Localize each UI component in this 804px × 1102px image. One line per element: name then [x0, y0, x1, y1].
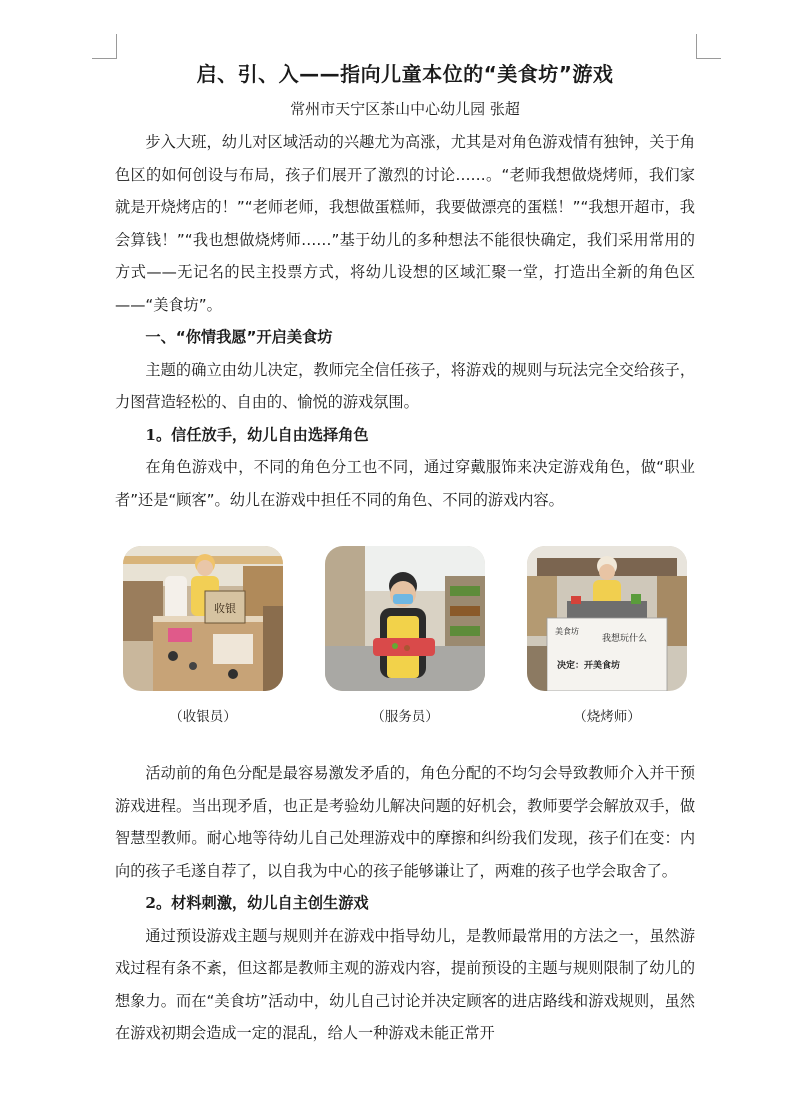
page-corner-mark: [696, 34, 721, 59]
board-text: 决定：开美食坊: [557, 661, 621, 671]
photo-caption: （服务员）: [371, 709, 439, 725]
photo-card: [123, 546, 283, 725]
body-paragraph: 在角色游戏中，不同的角色分工也不同，通过穿戴服饰来决定游戏角色，做“职业者”还是“顾客”。幼儿在游戏中担任不同的角色、不同的游戏内容。: [115, 458, 695, 509]
section-heading: 一、“你情我愿”开启美食坊: [145, 328, 333, 346]
body-paragraph: 通过预设游戏主题与规则并在游戏中指导幼儿，是教师最常用的方法之一，虽然游戏过程有条不紊，但这都是教师主观的游戏内容，提前预设的主题与规则限制了幼儿的想象力。而在“美食坊”活动中，幼儿自己讨论并决定顾客的进店路线和游戏规则，虽然在游戏初期会造成一定的混乱，给人一种游戏未能正常开: [115, 926, 695, 1042]
photo-card: [527, 546, 687, 725]
subsection-heading: 1。信任放手，幼儿自由选择角色: [145, 425, 369, 444]
subsection-heading: 2。材料刺激，幼儿自主创生游戏: [145, 894, 369, 912]
photo-card: [325, 546, 485, 725]
photo-row: [123, 546, 687, 725]
photo-caption: （烧烤师）: [573, 709, 641, 725]
photo-caption: （收银员）: [169, 709, 237, 725]
document-title: 启、引、入——指向儿童本位的“美食坊”游戏: [196, 62, 614, 86]
author-line: 常州市天宁区茶山中心幼儿园 张超: [290, 100, 520, 118]
chef-photo: [527, 546, 687, 691]
waiter-photo: [325, 546, 485, 691]
board-text: 美食坊: [555, 627, 579, 636]
page-corner-mark: [92, 34, 117, 59]
body-paragraph: 主题的确立由幼儿决定，教师完全信任孩子，将游戏的规则与玩法完全交给孩子，力图营造轻松的、自由的、愉悦的游戏氛围。: [115, 360, 695, 411]
board-text: 我想玩什么: [602, 634, 648, 644]
intro-paragraph: 步入大班，幼儿对区域活动的兴趣尤为高涨，尤其是对角色游戏情有独钟，关于角色区的如何创设与布局，孩子们展开了激烈的讨论……。“老师我想做烧烤师，我们家就是开烧烤店的！”“老师老师，我想做蛋糕师，我要做漂亮的蛋糕！”“我想开超市，我会算钱！”“我也想做烧烤师……”基于幼儿的多种想法不能很快确定，我们采用常用的方式——无记名的民主投票方式，将幼儿设想的区域汇聚一堂，打造出全新的角色区——“美食坊”。: [115, 133, 695, 314]
document-page: [115, 58, 695, 1050]
cashier-sign-text: 收银: [214, 602, 236, 615]
cashier-photo: [123, 546, 283, 691]
body-paragraph: 活动前的角色分配是最容易激发矛盾的，角色分配的不均匀会导致教师介入并干预游戏进程。当出现矛盾，也正是考验幼儿解决问题的好机会，教师要学会解放双手，做智慧型教师。耐心地等待幼儿自己处理游戏中的摩擦和纠纷我们发现，孩子们在变：内向的孩子毛遂自荐了，以自我为中心的孩子能够谦让了，两难的孩子也学会取舍了。: [115, 764, 695, 880]
